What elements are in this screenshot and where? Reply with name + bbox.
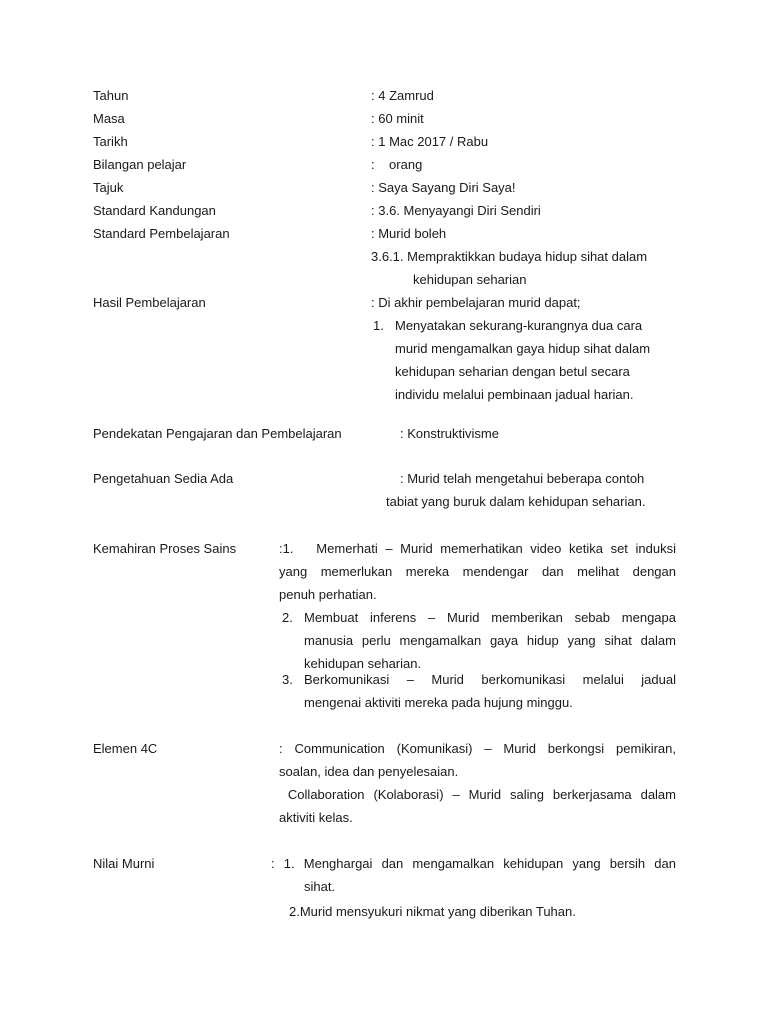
kemahiran-item1-line3: penuh perhatian. xyxy=(279,587,377,602)
kemahiran-item2-number: 2. xyxy=(282,610,293,625)
pengetahuan-line2: tabiat yang buruk dalam kehidupan seharian. xyxy=(386,494,646,509)
hasil-line-4: individu melalui pembinaan jadual harian. xyxy=(395,387,634,402)
kemahiran-item1-line1: :1. Memerhati – Murid memerhatikan video ketika set induksi xyxy=(279,541,676,556)
kemahiran-item2-line2: manusia perlu mengamalkan gaya hidup yang sihat dalam xyxy=(304,633,676,648)
hasil-line-1: Menyatakan sekurang-kurangnya dua cara xyxy=(395,318,643,333)
kemahiran-item2-line1: Membuat inferens – Murid memberikan sebab mengapa xyxy=(304,610,676,625)
tarikh-label: Tarikh xyxy=(93,134,128,149)
nilai-label: Nilai Murni xyxy=(93,856,155,871)
elemen-line4: aktiviti kelas. xyxy=(279,810,353,825)
tarikh-value: : 1 Mac 2017 / Rabu xyxy=(371,134,489,149)
kemahiran-item3-line1: Berkomunikasi – Murid berkomunikasi melalui jadual xyxy=(304,672,676,687)
standard-pembelajaran-line3: kehidupan seharian xyxy=(413,272,527,287)
elemen-line1: : Communication (Komunikasi) – Murid berkongsi pemikiran, xyxy=(279,741,676,756)
tahun-value: : 4 Zamrud xyxy=(371,88,434,103)
pendekatan-label: Pendekatan Pengajaran dan Pembelajaran xyxy=(93,426,342,441)
bilangan-label: Bilangan pelajar xyxy=(93,157,187,172)
standard-kandungan-label: Standard Kandungan xyxy=(93,203,216,218)
pengetahuan-label: Pengetahuan Sedia Ada xyxy=(93,471,234,486)
kemahiran-item2-line3: kehidupan seharian. xyxy=(304,656,422,671)
tajuk-label: Tajuk xyxy=(93,180,124,195)
kemahiran-item3-line2: mengenai aktiviti mereka pada hujung minggu. xyxy=(304,695,573,710)
tajuk-value: : Saya Sayang Diri Saya! xyxy=(371,180,516,195)
hasil-item-number: 1. xyxy=(373,318,384,333)
standard-pembelajaran-line2: 3.6.1. Mempraktikkan budaya hidup sihat dalam xyxy=(371,249,648,264)
hasil-line-3: kehidupan seharian dengan betul secara xyxy=(395,364,630,379)
standard-pembelajaran-value: : Murid boleh xyxy=(371,226,447,241)
masa-label: Masa xyxy=(93,111,125,126)
nilai-line2: sihat. xyxy=(304,879,336,894)
nilai-line3: 2.Murid mensyukuri nikmat yang diberikan Tuhan. xyxy=(289,904,576,919)
elemen-label: Elemen 4C xyxy=(93,741,158,756)
standard-kandungan-value: : 3.6. Menyayangi Diri Sendiri xyxy=(371,203,541,218)
pengetahuan-value: : Murid telah mengetahui beberapa contoh xyxy=(400,471,645,486)
masa-value: : 60 minit xyxy=(371,111,424,126)
kemahiran-label: Kemahiran Proses Sains xyxy=(93,541,237,556)
elemen-line2: soalan, idea dan penyelesaian. xyxy=(279,764,459,779)
tahun-label: Tahun xyxy=(93,88,129,103)
nilai-line1: : 1. Menghargai dan mengamalkan kehidupan yang bersih dan xyxy=(271,856,676,871)
hasil-line-2: murid mengamalkan gaya hidup sihat dalam xyxy=(395,341,651,356)
pendekatan-value: : Konstruktivisme xyxy=(400,426,499,441)
standard-pembelajaran-label: Standard Pembelajaran xyxy=(93,226,230,241)
hasil-label: Hasil Pembelajaran xyxy=(93,295,206,310)
hasil-value: : Di akhir pembelajaran murid dapat; xyxy=(371,295,581,310)
kemahiran-item3-number: 3. xyxy=(282,672,293,687)
bilangan-value: : orang xyxy=(371,157,423,172)
kemahiran-item1-line2: yang memerlukan mereka mendengar dan melihat dengan xyxy=(279,564,676,579)
elemen-line3: Collaboration (Kolaborasi) – Murid saling berkerjasama dalam xyxy=(279,787,676,802)
